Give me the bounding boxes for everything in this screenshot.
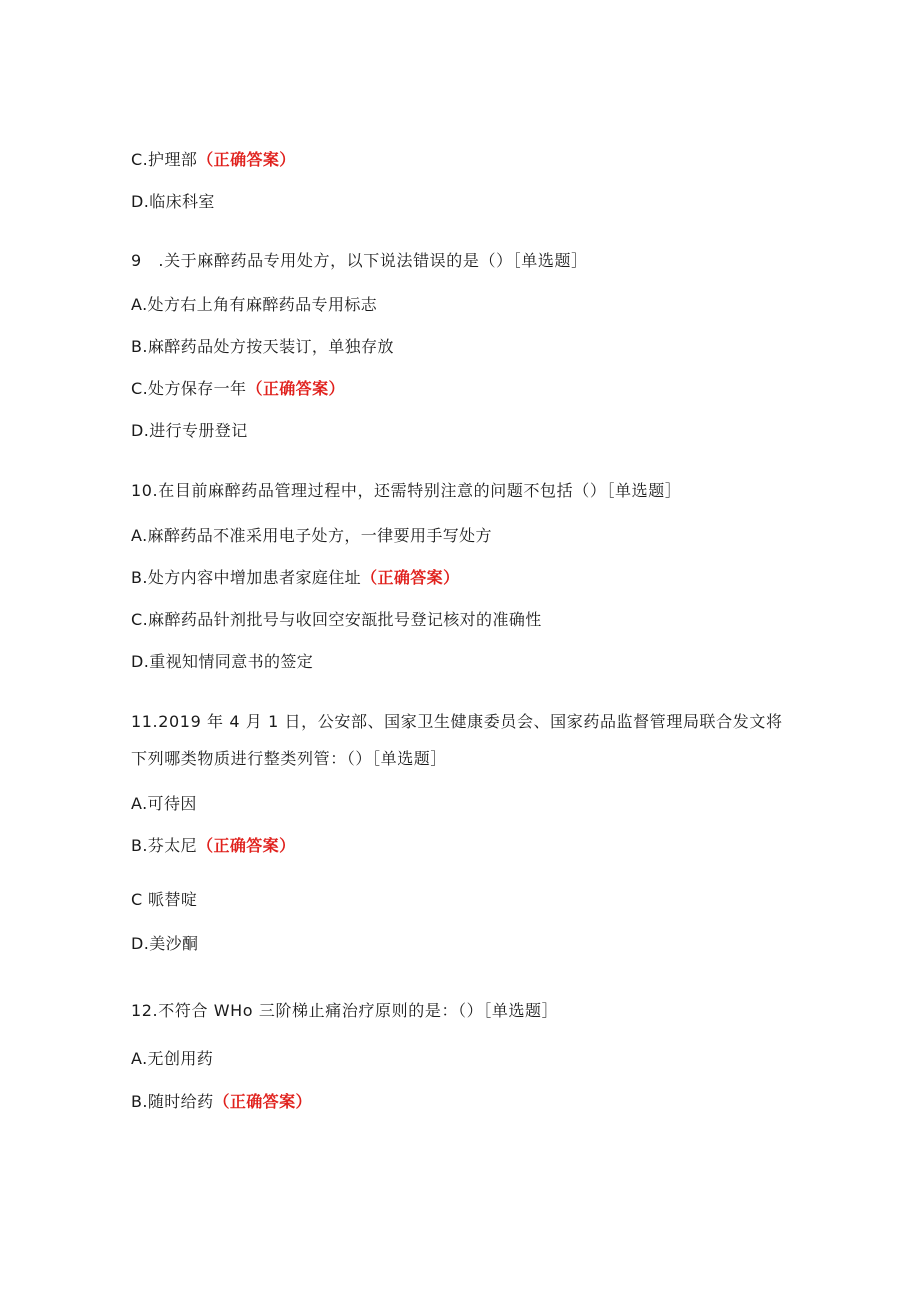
- q8-option-c: [131, 150, 296, 170]
- q9-option-c-text: C.处方保存一年: [131, 379, 247, 398]
- q11-option-b: [131, 836, 295, 856]
- q9-option-c: [131, 379, 345, 399]
- q12-option-b-text: B.随时给药: [131, 1092, 214, 1111]
- q12-stem: 12.不符合 WHo 三阶梯止痛治疗原则的是：（）［单选题］: [131, 1001, 559, 1020]
- q8-option-c-text: C.护理部: [131, 150, 198, 169]
- q10-stem: 10.在目前麻醉药品管理过程中，还需特别注意的问题不包括（）［单选题］: [131, 481, 682, 500]
- q11-option-d: D.美沙酮: [131, 934, 199, 953]
- q10-option-a: A.麻醉药品不准采用电子处方，一律要用手写处方: [131, 526, 492, 545]
- q9-correct-answer-label: （正确答案）: [246, 379, 345, 398]
- q11-option-b-text: B.芬太尼: [131, 836, 198, 855]
- q10-option-b: [131, 568, 459, 588]
- q11-option-a: A.可待因: [131, 794, 197, 813]
- q9-option-a: A.处方右上角有麻醉药品专用标志: [131, 295, 378, 314]
- q12-option-b: [131, 1092, 312, 1112]
- q10-option-b-text: B.处方内容中增加患者家庭住址: [131, 568, 362, 587]
- q10-option-c: C.麻醉药品针剂批号与收回空安瓿批号登记核对的准确性: [131, 610, 542, 629]
- q8-option-d: D.临床科室: [131, 192, 215, 211]
- q10-option-d: D.重视知情同意书的签定: [131, 652, 314, 671]
- q8-correct-answer-label: （正确答案）: [197, 150, 296, 169]
- q12-option-a: A.无创用药: [131, 1049, 214, 1068]
- q11-stem-line2: 下列哪类物质进行整类列管：（）［单选题］: [131, 749, 448, 768]
- q9-option-b: B.麻醉药品处方按天装订，单独存放: [131, 337, 394, 356]
- q9-option-d: D.进行专册登记: [131, 421, 248, 440]
- q12-correct-answer-label: （正确答案）: [213, 1092, 312, 1111]
- q11-stem-line1: 11.2019 年 4 月 1 日，公安部、国家卫生健康委员会、国家药品监督管理局联合发文将: [131, 712, 783, 731]
- q10-correct-answer-label: （正确答案）: [361, 568, 460, 587]
- q11-correct-answer-label: （正确答案）: [197, 836, 296, 855]
- q11-option-c: C 哌替啶: [131, 890, 198, 909]
- q9-stem: 9 .关于麻醉药品专用处方，以下说法错误的是（）［单选题］: [131, 251, 588, 270]
